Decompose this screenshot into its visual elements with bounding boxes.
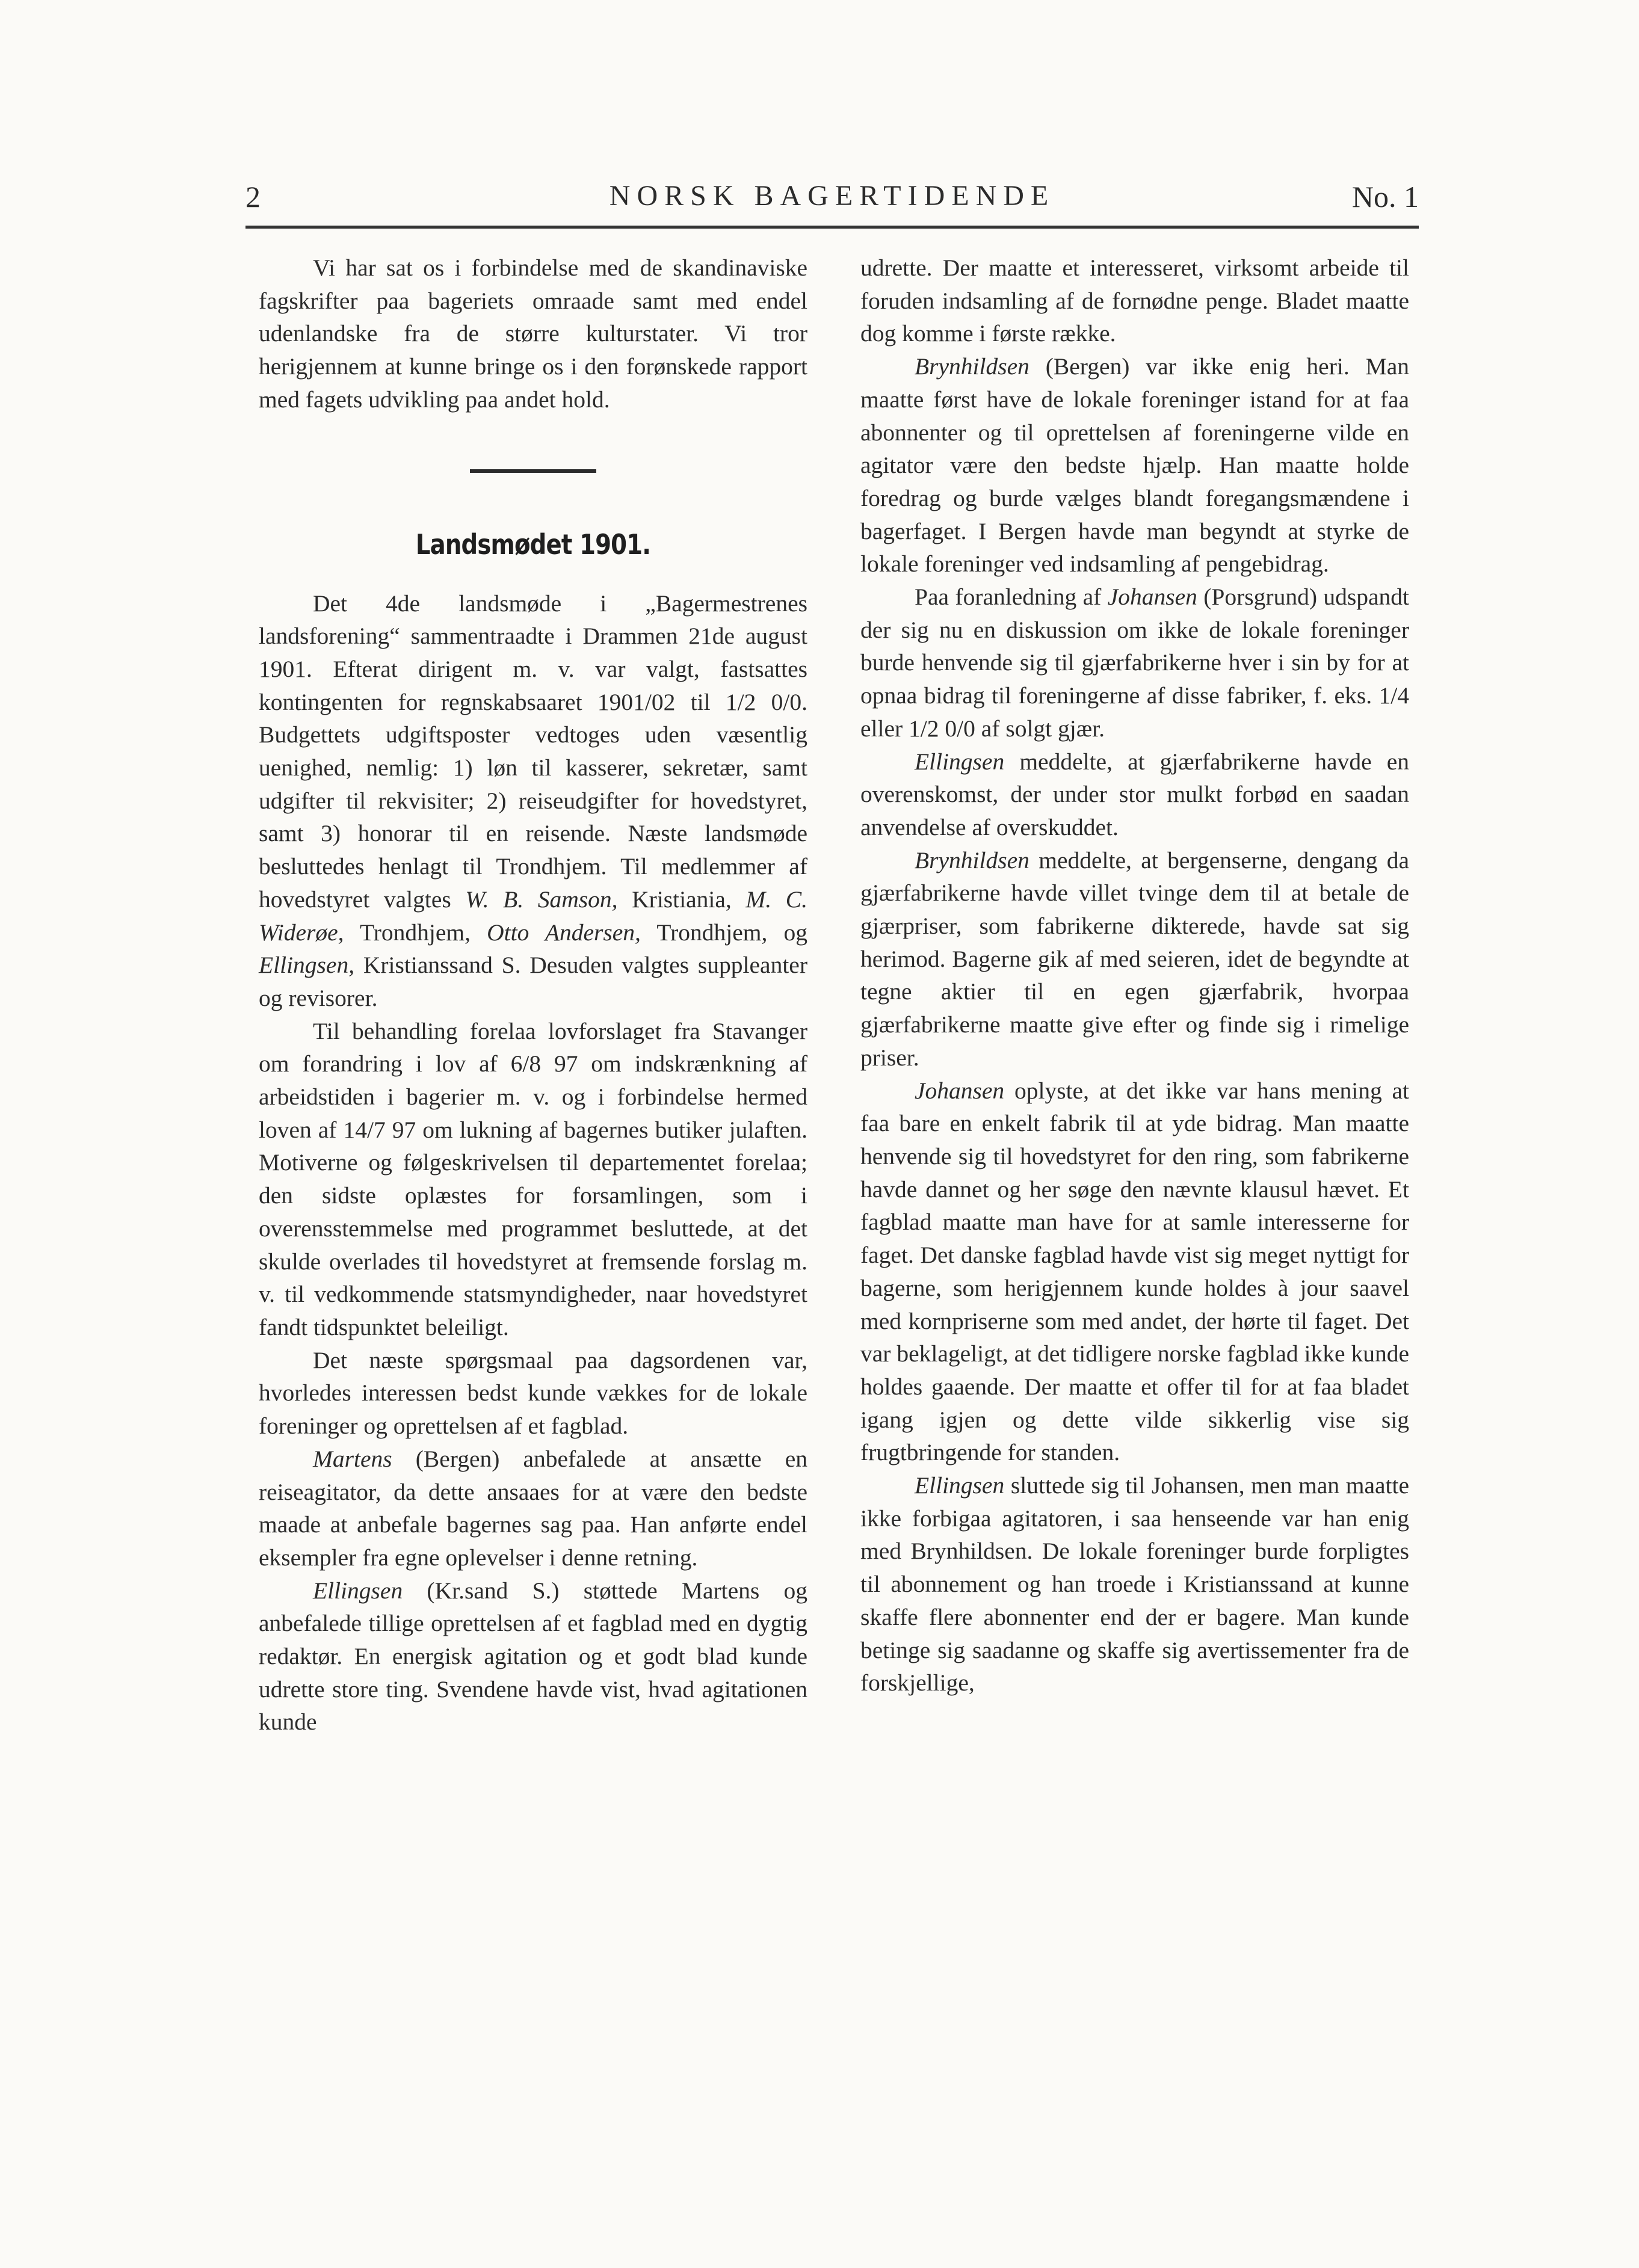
paragraph-brynhildsen-1: Brynhildsen (Bergen) var ikke enig heri. Man maatte først have de lokale foreninger istand for at faa abonnenter og til oprettelsen af foreningerne vilde en agitator være den bedste hjælp. Han maatte holde foredrag og burde vælges blandt foregangsmændene i bagerfaget. I Bergen havde man begyndt at styrke de lokale foreninger ved indsamling af pengebidrag. <box>860 353 1409 578</box>
person-name: Brynhildsen <box>915 353 1029 380</box>
issue-number: No. 1 <box>1351 180 1419 214</box>
paragraph-johansen-1: Paa foranledning af Johansen (Porsgrund) udspandt der sig nu en diskussion om ikke de lokale foreninger burde henvende sig til gjærfabrikerne hver i sin by for at opnaa bidrag til foreningerne af disse fabriker, f. eks. 1/4 eller 1/2 0/0 af solgt gjær. <box>860 584 1409 742</box>
person-name: Otto Andersen, <box>487 919 641 946</box>
person-name: Ellingsen, <box>259 952 355 979</box>
person-name: Johansen <box>1107 584 1197 611</box>
person-name: Ellingsen <box>915 748 1005 775</box>
publication-title: NORSK BAGERTIDENDE <box>609 180 1055 212</box>
paragraph-martens: Martens (Bergen) anbefalede at ansætte en reiseagitator, da dette ansaaes for at være den bedste maade at anbefale bagernes sag paa. Han anførte endel eksempler fra egne oplevelser i denne retning. <box>259 1445 807 1571</box>
intro-paragraph: Vi har sat os i forbindelse med de skandinaviske fagskrifter paa bageriets omraade samt med endel udenlandske fra de større kulturstater. Vi tror herigjennem at kunne bringe os i den forønskede rapport med fagets udvikling paa andet hold. <box>259 254 807 413</box>
page-number: 2 <box>245 180 261 214</box>
paragraph-landsmode: Det 4de landsmøde i „Bagermestrenes landsforening“ sammentraadte i Drammen 21de august 1901. Efterat dirigent m. v. var valgt, fastsattes kontingenten for regnskabsaaret 1901/02 til 1/2 0/0. Budgettets udgiftsposter vedtoges uden væsentlig uenighed, nemlig: 1) løn til kasserer, sekretær, samt udgifter til rekvisiter; 2) reiseudgifter for hovedstyret, samt 3) honorar til en reisende. Næste landsmøde besluttedes henlagt til Trondhjem. Til medlemmer af hovedstyret valgtes W. B. Samson, Kristiania, M. C. Widerøe, Trondhjem, Otto Andersen, Trondhjem, og Ellingsen, Kristianssand S. Desuden valgtes suppleanter og revisorer. <box>259 590 807 1011</box>
paragraph-dagsorden: Det næste spørgsmaal paa dagsordenen var, hvorledes interessen bedst kunde vækkes for de lokale foreninger og oprettelsen af et fagblad. <box>259 1346 807 1440</box>
person-name: Martens <box>313 1445 392 1472</box>
person-name: Ellingsen <box>915 1472 1005 1499</box>
paragraph-ellingsen-2: Ellingsen meddelte, at gjærfabrikerne havde en overenskomst, der under stor mulkt forbød en saadan anvendelse af overskuddet. <box>860 748 1409 840</box>
section-divider <box>470 469 596 473</box>
section-heading: Landsmødet 1901. <box>415 528 651 561</box>
paragraph-lovforslag: Til behandling forelaa lovforslaget fra Stavanger om forandring i lov af 6/8 97 om indskrænkning af arbeidstiden i bagerier m. v. og i forbindelse hermed loven af 14/7 97 om lukning af bagernes butiker julaften. Motiverne og følgeskrivelsen til departementet forelaa; den sidste oplæstes for forsamlingen, som i overensstemmelse med programmet besluttede, at det skulde overlades til hovedstyret at fremsende forslag m. v. til vedkommende statsmyndigheder, naar hovedstyret fandt tidspunktet beleiligt. <box>259 1017 807 1340</box>
left-column <box>259 251 807 1739</box>
paragraph-ellingsen-3: Ellingsen sluttede sig til Johansen, men man maatte ikke forbigaa agitatoren, i saa henseende var han enig med Brynhildsen. De lokale foreninger burde forpligtes til abonnement og han troede i Kristianssand at kunne skaffe flere abonnenter end der er bagere. Man kunde betinge sig saadanne og skaffe sig avertissementer fra de forskjellige, <box>860 1472 1409 1696</box>
paragraph-continued: udrette. Der maatte et interesseret, virksomt arbeide til foruden indsamling af de fornødne penge. Bladet maatte dog komme i første række. <box>860 254 1409 347</box>
person-name: Brynhildsen <box>915 846 1029 874</box>
person-name: Ellingsen <box>313 1577 403 1604</box>
paragraph-ellingsen: Ellingsen (Kr.sand S.) støttede Martens og anbefalede tillige oprettelsen af et fagblad med en dygtig redaktør. En energisk agitation og et godt blad kunde udrette store ting. Svendene havde vist, hvad agitationen kunde <box>259 1577 807 1736</box>
paragraph-johansen-2: Johansen oplyste, at det ikke var hans mening at faa bare en enkelt fabrik til at yde bidrag. Man maatte henvende sig til hovedstyret for den ring, som fabrikerne havde dannet og her søge den nævnte klausul hævet. Et fagblad maatte man have for at samle interesserne for faget. Det danske fagblad havde vist sig meget nyttigt for bagerne, som herigjennem kunde holdes à jour saavel med kornpriserne som med andet, der hørte til faget. Det var beklageligt, at det tidligere norske fagblad ikke kunde holdes gaaende. Der maatte et offer til for at faa bladet igang igjen og dette vilde sikkerlig vise sig frugtbringende for standen. <box>860 1077 1409 1466</box>
running-header <box>245 179 1419 227</box>
header-rule <box>245 226 1419 229</box>
person-name: Johansen <box>915 1077 1005 1104</box>
person-name: M. C. Widerøe, <box>259 886 807 946</box>
paragraph-brynhildsen-2: Brynhildsen meddelte, at bergenserne, dengang da gjærfabrikerne havde villet tvinge dem til at betale de gjærpriser, som fabrikerne dikterede, havde sat sig herimod. Bagerne gik af med seieren, idet de begyndte at tegne aktier til en egen gjærfabrik, hvorpaa gjærfabrikerne maatte give efter og finde sig i rimelige priser. <box>860 846 1409 1071</box>
right-column <box>860 251 1409 1699</box>
person-name: W. B. Samson, <box>465 886 618 913</box>
